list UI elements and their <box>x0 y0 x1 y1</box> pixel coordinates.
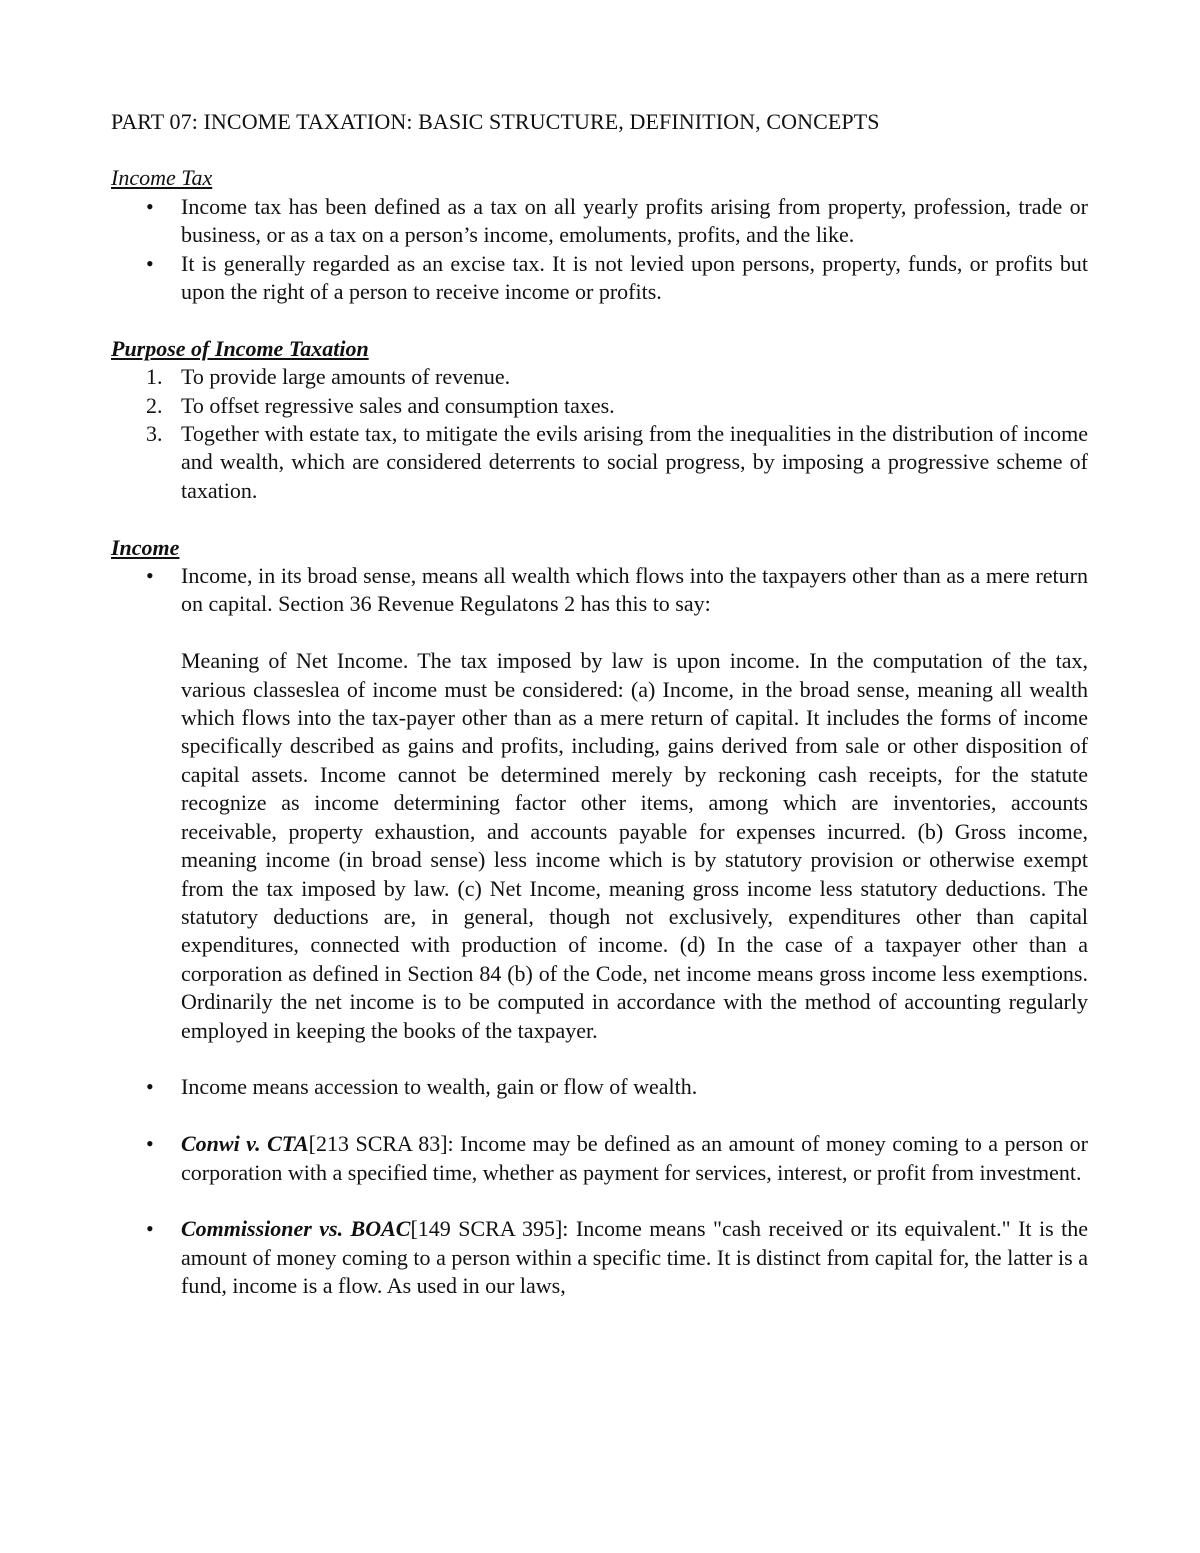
income-tax-list <box>111 193 1088 307</box>
list-item-text: [213 SCRA 83]: Income may be defined as an amount of money coming to a person or corporation with a specified time, whether as payment for services, interest, or profit from investment. <box>181 1131 1088 1185</box>
section-heading-income: Income <box>111 534 180 560</box>
list-item <box>111 1215 1088 1300</box>
list-item-text: To offset regressive sales and consumption taxes. <box>181 392 615 418</box>
list-item <box>111 193 1088 250</box>
list-item <box>111 363 1088 391</box>
list-item-text: Income, in its broad sense, means all wealth which flows into the taxpayers other than as a mere return on capital. Section 36 Revenue Regulatons 2 has this to say: <box>181 563 1088 617</box>
list-item-text: Income tax has been defined as a tax on all yearly profits arising from property, profession, trade or business, or as a tax on a person’s income, emoluments, profits, and the like. <box>181 193 1088 248</box>
income-list-case-2 <box>111 1215 1088 1300</box>
list-item <box>111 1130 1088 1187</box>
list-number: 2. <box>146 392 163 418</box>
bullet-icon: • <box>146 193 154 219</box>
income-list-continued <box>111 1073 1088 1101</box>
list-item-text: [149 SCRA 395]: Income means "cash received or its equivalent." It is the amount of money coming to a person within a specific time. It is distinct from capital for, the latter is a fund, income is a flow. As used in our laws, <box>181 1216 1088 1299</box>
bullet-icon: • <box>146 1216 154 1242</box>
page-title: PART 07: INCOME TAXATION: BASIC STRUCTURE, DEFINITION, CONCEPTS <box>111 109 880 134</box>
section-heading-income-tax: Income Tax <box>111 165 213 191</box>
bullet-icon: • <box>146 1074 154 1100</box>
list-item <box>111 392 1088 420</box>
section-heading-purpose: Purpose of Income Taxation <box>111 335 369 361</box>
list-item-text: Together with estate tax, to mitigate the evils arising from the inequalities in the distribution of income and wealth, which are considered deterrents to social progress, by imposing a progressive scheme of taxation. <box>181 421 1088 503</box>
list-item <box>111 1073 1088 1101</box>
bullet-icon: • <box>146 1131 154 1157</box>
list-item <box>111 420 1088 505</box>
list-item-text: It is generally regarded as an excise tax. It is not levied upon persons, property, funds, or profits but upon the right of a person to receive income or profits. <box>181 250 1088 305</box>
list-item <box>111 250 1088 307</box>
list-item <box>111 562 1088 619</box>
income-list <box>111 562 1088 619</box>
list-item-text: To provide large amounts of revenue. <box>181 364 511 390</box>
income-list-case-1 <box>111 1130 1088 1187</box>
bullet-icon: • <box>146 250 154 276</box>
purpose-list <box>111 363 1088 505</box>
bullet-icon: • <box>146 563 154 589</box>
case-name: Commissioner vs. BOAC <box>181 1216 411 1242</box>
block-quote: Meaning of Net Income. The tax imposed by law is upon income. In the computation of the tax, various classeslea of income must be considered: (a) Income, in the broad sense, meaning all wealth which flows into the tax-payer other than as a mere return of capital. It includes the forms of income specifically described as gains and profits, including, gains derived from sale or other disposition of capital assets. Income cannot be determined merely by reckoning cash receipts, for the statute recognize as income determining factor other items, among which are inventories, accounts receivable, property exhaustion, and accounts payable for expenses incurred. (b) Gross income, meaning income (in broad sense) less income which is by statutory provision or otherwise exempt from the tax imposed by law. (c) Net Income, meaning gross income less statutory deductions. The statutory deductions are, in general, though not exclusively, expenditures other than capital expenditures, connected with production of income. (d) In the case of a taxpayer other than a corporation as defined in Section 84 (b) of the Code, net income means gross income less exemptions. Ordinarily the net income is to be computed in accordance with the method of accounting regularly employed in keeping the books of the taxpayer. <box>181 648 1088 1043</box>
list-number: 1. <box>146 364 163 390</box>
case-name: Conwi v. CTA <box>181 1131 309 1157</box>
list-item-text: Income means accession to wealth, gain or flow of wealth. <box>181 1074 698 1100</box>
document-page <box>111 108 1088 1301</box>
list-number: 3. <box>146 421 163 447</box>
